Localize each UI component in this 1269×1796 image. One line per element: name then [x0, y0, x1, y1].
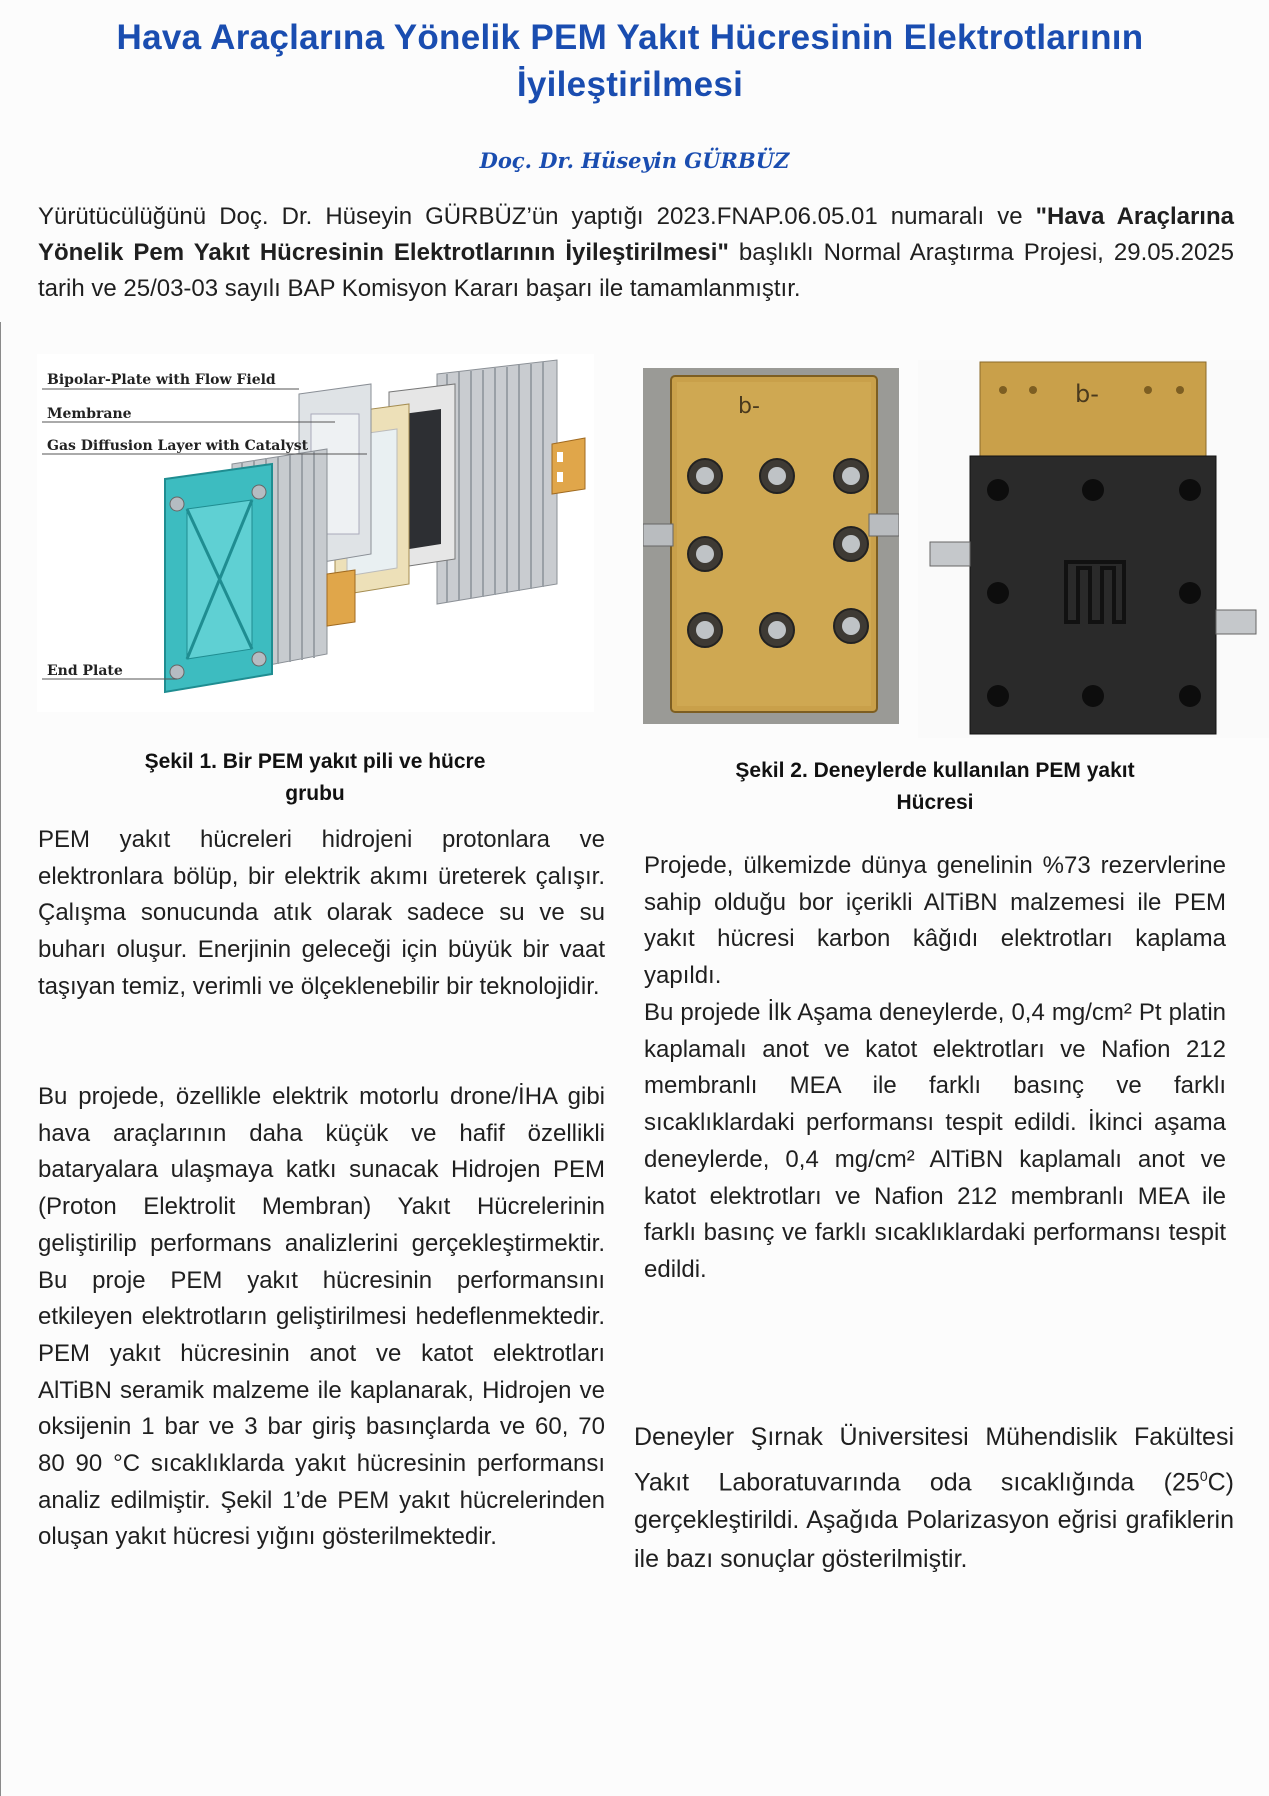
graphite-plate-mark: b-: [1075, 380, 1099, 408]
left-paragraph-2: Bu projede, özellikle elektrik motorlu drone/İHA gibi hava araçlarının daha küçük ve hafif özellikli bataryalara ulaşmaya katkı sunacak Hidrojen PEM (Proton Elektrolit Membran) Yakıt Hücrelerinin geliştirilip performans analizlerini gerçekleştirmektir. Bu proje PEM yakıt hücresinin performansını etkileyen elektrotların geliştirilmesi hedeflenmektedir. PEM yakıt hücresinin anot ve katot elektrotları AlTiBN seramik malzeme ile kaplanarak, Hidrojen ve oksijenin 1 bar ve 3 bar giriş basınçlarda ve 60, 70 80 90 °C sıcaklıklarda yakıt hücresinin performansı analiz edilmiştir. Şekil 1’de PEM yakıt hücrelerinden oluşan yakıt hücresi yığını gösterilmektedir.: [38, 1083, 605, 1551]
right-paragraph-1: Projede, ülkemizde dünya genelinin %73 rezervlerine sahip olduğu bor içerikli AlTiBN malzemesi ile PEM yakıt hücresi karbon kâğıdı elektrotları kaplama yapıldı.: [644, 852, 1226, 990]
author-name: Doç. Dr. Hüseyin GÜRBÜZ: [479, 148, 790, 173]
figure-2-photo-graphite-plate: [918, 360, 1269, 738]
label-end-plate: End Plate: [47, 663, 123, 679]
intro-paragraph: [38, 199, 1234, 307]
figure-1-caption-line-2: grubu: [285, 782, 345, 805]
intro-project-title: "Hava Araçlarına Yönelik Pem Yakıt Hücresinin Elektrotlarının İyileştirilmesi": [38, 203, 1234, 266]
right-paragraph-3-text-a: Deneyler Şırnak Üniversitesi Mühendislik Fakültesi Yakıt Laboratuvarında oda sıcaklığında (25: [634, 1423, 1234, 1496]
figure-1-caption-line-1: Şekil 1. Bir PEM yakıt pili ve hücre: [144, 750, 486, 773]
label-gas-diffusion-layer: Gas Diffusion Layer with Catalyst: [47, 438, 309, 454]
figure-1-diagram: [37, 354, 594, 712]
figure-2-caption: [680, 755, 1190, 819]
fuel-cell-stack-illustration: [37, 354, 594, 712]
plate-mark-engraving: b-: [738, 394, 760, 419]
left-paragraph-1: PEM yakıt hücreleri hidrojeni protonlara ve elektronlara bölüp, bir elektrik akımı üreterek çalışır. Çalışma sonucunda atık olarak sadece su ve su buharı oluşur. Enerjinin geleceği için büyük bir vaat taşıyan temiz, verimli ve ölçeklenebilir bir teknolojidir.: [38, 826, 605, 1000]
intro-text-2: başlıklı Normal Araştırma Projesi, 29.05.2025 tarih ve 25/03-03 sayılı BAP Komisyon Kararı başarı ile tamamlanmıştır.: [38, 239, 1234, 302]
page-left-rule: [0, 322, 1, 1796]
right-paragraph-3-text-b: C) gerçekleştirildi. Aşağıda Polarizasyon eğrisi grafiklerin ile bazı sonuçlar gösterilmiştir.: [634, 1467, 1234, 1573]
right-paragraph-3: [634, 1418, 1234, 1578]
right-paragraph-3-superscript: 0: [1199, 1467, 1208, 1484]
intro-text-1: Yürütücülüğünü Doç. Dr. Hüseyin GÜRBÜZ’ün yaptığı 2023.FNAP.06.05.01 numaralı ve: [38, 203, 1036, 230]
brass-plate-image: [643, 368, 899, 724]
label-membrane: Membrane: [47, 406, 132, 422]
front-end-plate: [165, 449, 355, 692]
graphite-plate-image: [918, 360, 1269, 738]
rear-fin-stack: [437, 360, 585, 604]
figure-1-caption: [60, 746, 570, 810]
figure-2-caption-line-2: Hücresi: [896, 791, 974, 814]
figure-2-photo-brass-plate: [643, 368, 899, 724]
right-paragraph-2: Bu projede İlk Aşama deneylerde, 0,4 mg/cm² Pt platin kaplamalı anot ve katot elektrotları ve Nafion 212 membranlı MEA ile farklı basınç ve farklı sıcaklıklardaki performansı tespit edildi. İkinci aşama deneylerde, 0,4 mg/cm² AlTiBN kaplamalı anot ve katot elektrotları ve Nafion 212 membranlı MEA ile farklı basınç ve farklı sıcaklıklardaki performansı tespit edildi.: [644, 999, 1226, 1283]
page-title: Hava Araçlarına Yönelik PEM Yakıt Hücresinin Elektrotlarının İyileştirilmesi: [116, 18, 1144, 104]
figure-2-caption-line-1: Şekil 2. Deneylerde kullanılan PEM yakıt: [735, 759, 1135, 782]
label-bipolar-plate: Bipolar-Plate with Flow Field: [47, 372, 276, 388]
